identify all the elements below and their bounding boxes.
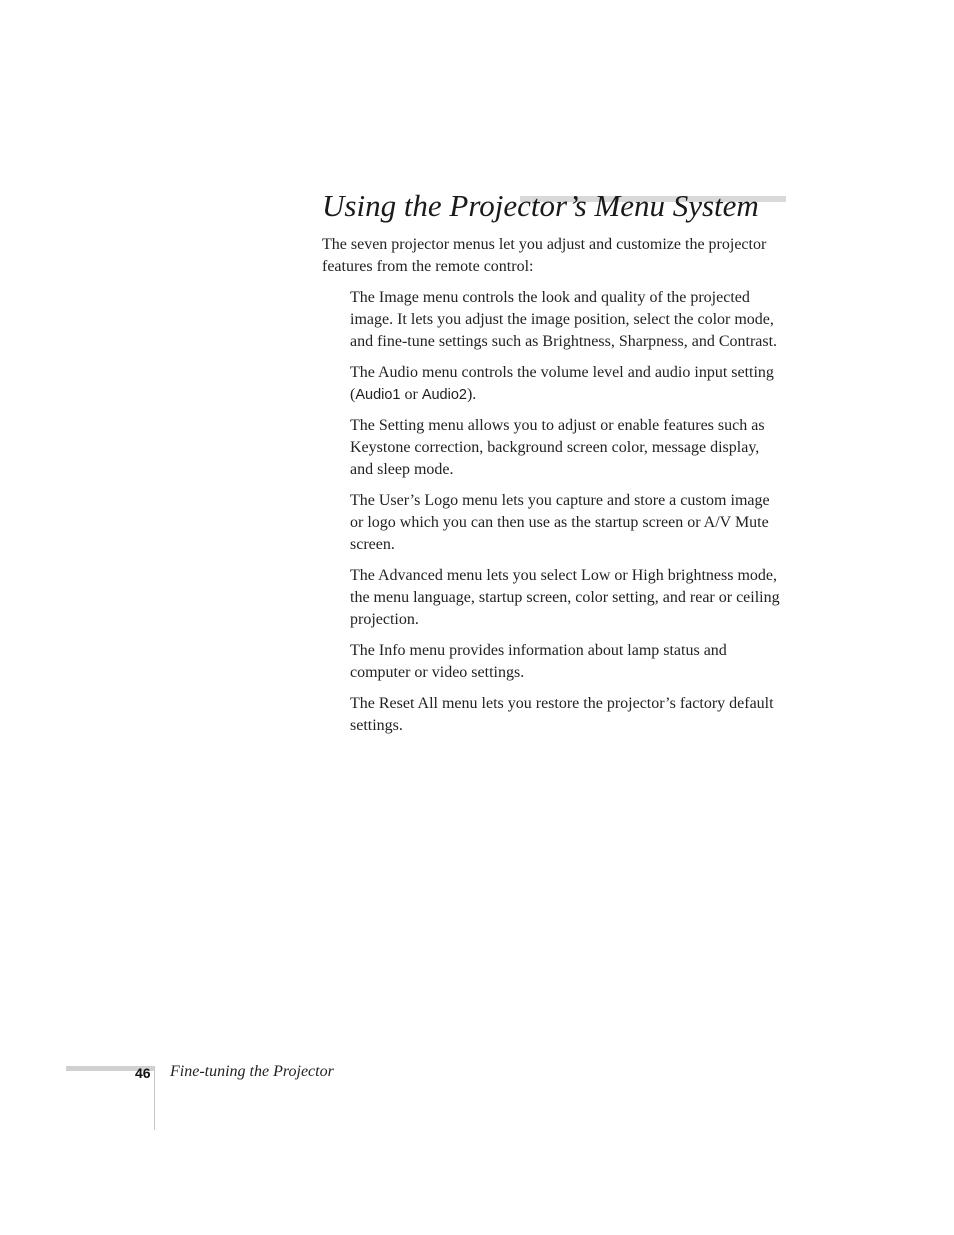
audio-text-between: or [400,386,422,403]
page-number: 46 [135,1065,151,1081]
intro-paragraph: The seven projector menus let you adjust and customize the projector features from the remote control: [322,236,767,275]
audio-text-after: ). [466,386,477,403]
menu-item-advanced: The Advanced menu lets you select Low or High brightness mode, the menu language, startup screen, color setting, and rear or ceiling projection. [350,567,780,628]
menu-item-audio [350,362,786,406]
footer-divider [154,1066,155,1130]
menu-item-setting: The Setting menu allows you to adjust or enable features such as Keystone correction, background screen color, message display, and sleep mode. [350,417,765,478]
footer-section-name: Fine-tuning the Projector [170,1063,334,1080]
menu-item-image: The Image menu controls the look and quality of the projected image. It lets you adjust the image position, select the color mode, and fine-tune settings such as Brightness, Sharpness, and Contrast. [350,289,778,350]
menu-description-list [350,287,786,746]
menu-item-users-logo: The User’s Logo menu lets you capture and store a custom image or logo which you can then use as the startup screen or A/V Mute screen. [350,492,770,553]
page-title: Using the Projector’s Menu System [322,188,759,223]
audio-option-audio2: Audio2 [421,387,467,403]
menu-item-info: The Info menu provides information about lamp status and computer or video settings. [350,642,727,681]
audio-option-audio1: Audio1 [355,387,401,403]
audio-text-before: The Audio menu controls the volume level and audio input setting ( [350,364,774,403]
menu-item-reset-all: The Reset All menu lets you restore the projector’s factory default settings. [350,695,774,734]
